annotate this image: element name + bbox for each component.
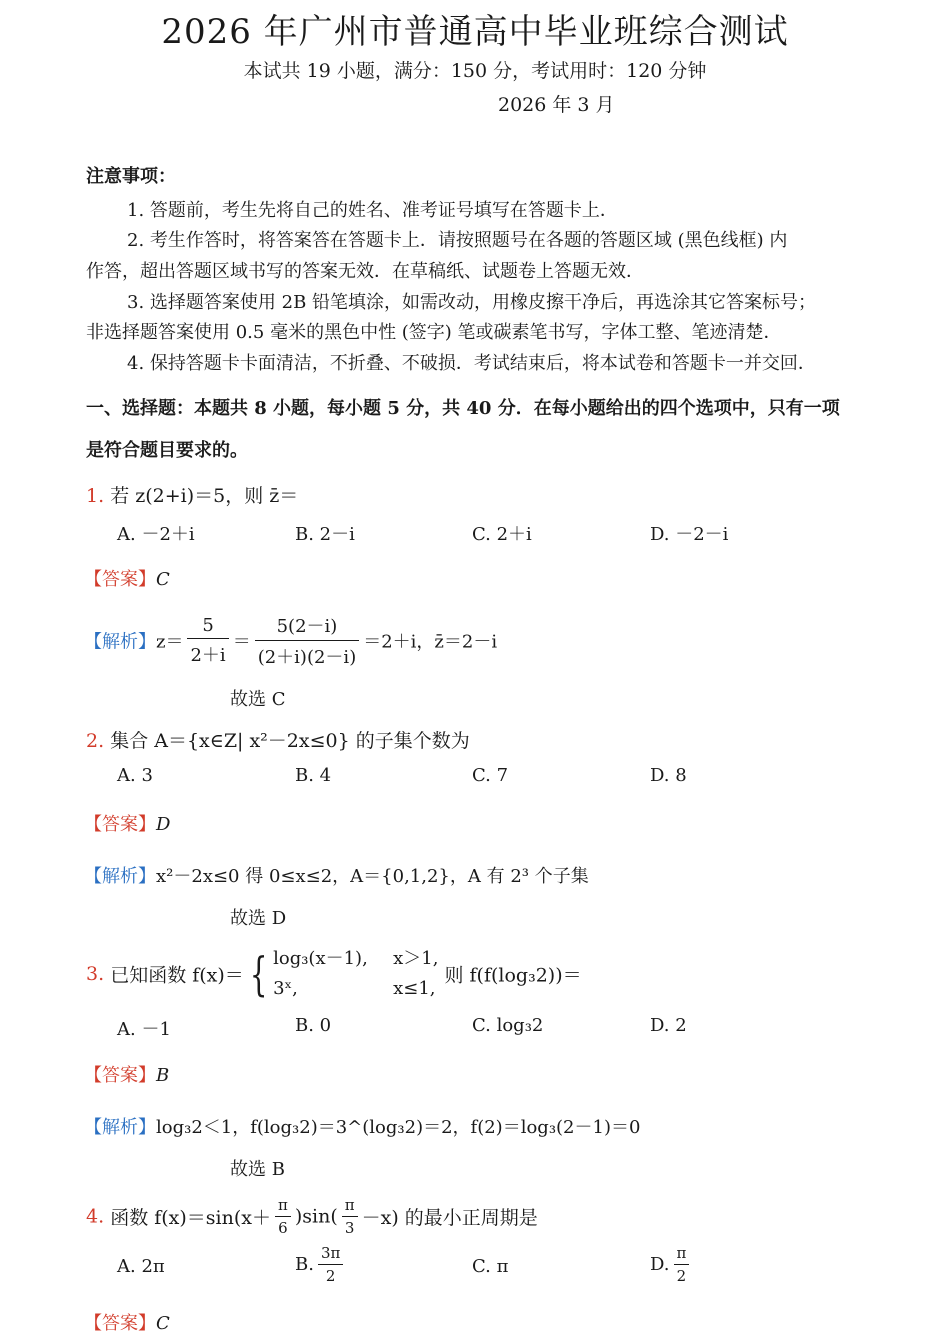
fraction [255,612,360,669]
numerator: 5 [187,615,228,639]
numerator: π [674,1244,690,1265]
fraction [275,1196,291,1237]
answer-label: 【答案】 [84,814,156,835]
option-label: D. [650,1254,670,1275]
q3-answer [84,1061,169,1087]
q1-conclusion: 故选 C [230,689,286,710]
question-stem-pre: 函数 f(x)＝sin(x＋ [110,1207,271,1229]
answer-value: C [156,569,170,590]
q2-option-d[interactable]: D. 8 [650,765,687,786]
q1-option-d[interactable]: D. －2－i [650,524,729,545]
numerator: 3π [318,1244,343,1265]
exam-title: 2026 年广州市普通高中毕业班综合测试 [161,12,789,52]
exam-date: 2026 年 3 月 [498,94,615,116]
question-4 [86,1196,538,1237]
q2-analysis [84,862,589,888]
q3-option-a[interactable]: A. －1 [117,1019,171,1040]
note-3-line1: 3. 选择题答案使用 2B 铅笔填涂，如需改动，用橡皮擦干净后，再选涂其它答案标号； [127,292,817,313]
denominator: 2＋i [190,644,226,666]
notes-heading: 注意事项： [86,166,176,187]
numerator: 5(2－i) [255,612,360,641]
question-stem: 集合 A＝{x∈Z| x²－2x≤0} 的子集个数为 [110,730,470,752]
question-number: 2. [86,730,105,752]
numerator: π [342,1196,358,1217]
fraction [342,1196,358,1237]
note-3-line2: 非选择题答案使用 0.5 毫米的黑色中性 (签字) 笔或碳素笔书写，字体工整、笔迹清楚． [86,322,782,343]
section-heading-line1: 一、选择题：本题共 8 小题，每小题 5 分，共 40 分．在每小题给出的四个选项中，只有一项 [86,398,840,419]
analysis-label: 【解析】 [84,631,156,653]
note-2-line2: 作答，超出答题区域书写的答案无效．在草稿纸、试题卷上答题无效． [86,261,644,282]
analysis-label: 【解析】 [84,1117,156,1138]
answer-value: D [156,814,171,835]
q4-option-b[interactable] [295,1244,347,1285]
question-number: 3. [86,963,105,985]
q2-option-c[interactable]: C. 7 [472,765,509,786]
q2-conclusion: 故选 D [230,908,287,929]
question-3 [86,944,582,1004]
q4-option-d[interactable] [650,1244,693,1285]
q4-option-a[interactable]: A. 2π [117,1256,165,1277]
fraction [318,1244,343,1285]
option-label: B. [295,1254,314,1275]
question-stem-pre: 已知函数 f(x)＝ [110,964,244,987]
case-2-expression: 3ˣ, [273,978,298,999]
left-brace-symbol: { [249,947,268,1001]
case-1-condition: x＞1, [393,948,439,969]
q1-option-a[interactable]: A. －2＋i [117,524,195,545]
q1-option-c[interactable]: C. 2＋i [472,524,532,545]
q1-analysis [84,612,497,669]
note-4: 4. 保持答题卡卡面清洁，不折叠、不破损．考试结束后，将本试卷和答题卡一并交回． [127,353,816,374]
q1-answer [84,565,170,591]
note-1: 1. 答题前，考生先将自己的姓名、准考证号填写在答题卡上． [127,200,618,221]
analysis-tail: ＝2＋i，z̄＝2－i [363,631,498,653]
fraction [674,1244,690,1285]
denominator: 6 [278,1219,288,1237]
note-2-line1: 2. 考生作答时，将答案答在答题卡上．请按照题号在各题的答题区域 (黑色线框) 内 [127,230,788,251]
answer-label: 【答案】 [84,1065,156,1086]
question-stem-mid: )sin( [294,1205,338,1228]
answer-value: C [156,1313,170,1334]
q3-option-b[interactable]: B. 0 [295,1015,332,1036]
analysis-text: log₃2＜1，f(log₃2)＝3^(log₃2)＝2，f(2)＝log₃(2－1)＝0 [156,1117,641,1138]
answer-label: 【答案】 [84,1313,156,1334]
question-number: 1. [86,485,105,507]
exam-subtitle: 本试共 19 小题，满分：150 分，考试用时：120 分钟 [243,60,707,82]
answer-label: 【答案】 [84,569,156,590]
case-1-expression: log₃(x－1), [273,948,368,969]
q4-answer [84,1309,170,1335]
question-stem-post: 则 f(f(log₃2))＝ [444,964,582,987]
question-number: 4. [86,1205,105,1228]
denominator: (2＋i)(2－i) [257,647,357,668]
analysis-label: 【解析】 [84,866,156,887]
equals-sign: ＝ [232,631,251,653]
q2-option-b[interactable]: B. 4 [295,765,332,786]
fraction [187,615,228,667]
question-stem-post: －x) 的最小正周期是 [361,1207,538,1229]
q2-option-a[interactable]: A. 3 [117,765,153,786]
q2-answer [84,810,170,836]
q4-option-c[interactable]: C. π [472,1256,509,1277]
question-2 [86,726,470,753]
denominator: 3 [344,1219,355,1237]
case-2-condition: x≤1, [393,978,436,999]
denominator: 2 [676,1267,687,1285]
question-stem: 若 z(2+i)＝5，则 z̄＝ [110,485,299,507]
question-1 [86,481,298,508]
q1-option-b[interactable]: B. 2－i [295,524,355,545]
piecewise-cases [273,944,438,1004]
q3-analysis [84,1113,640,1139]
q3-option-c[interactable]: C. log₃2 [472,1015,544,1036]
analysis-lead: z＝ [156,631,184,653]
denominator: 2 [325,1267,336,1285]
q3-conclusion: 故选 B [230,1159,285,1180]
q3-option-d[interactable]: D. 2 [650,1015,687,1036]
analysis-text: x²－2x≤0 得 0≤x≤2，A＝{0,1,2}，A 有 2³ 个子集 [156,866,589,887]
section-heading-line2: 是符合题目要求的。 [86,440,248,461]
numerator: π [275,1196,291,1217]
answer-value: B [156,1065,170,1086]
